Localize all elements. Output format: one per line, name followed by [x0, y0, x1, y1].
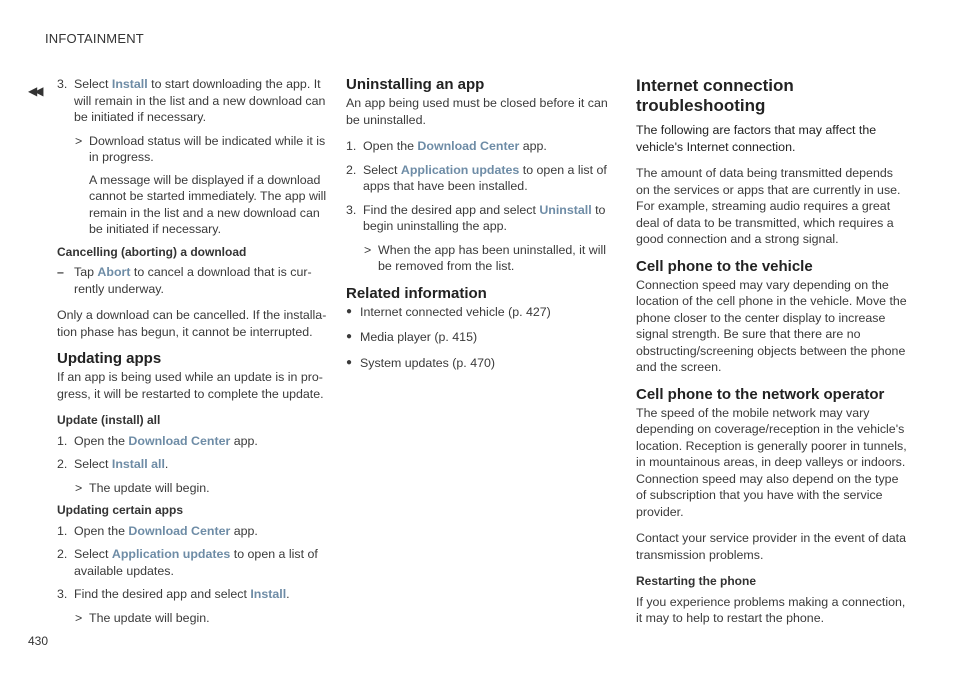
data-amount-paragraph: The amount of data being transmitted depends on the services or apps that are currently in use. For example, streaming audio requires a great deal of data to be transmitted, which requires a good connection and a strong signal.: [636, 166, 901, 246]
step-text: app.: [519, 139, 547, 153]
column-middle: [346, 76, 614, 380]
uninstall-paragraph: An app being used must be closed before it can be uninstalled.: [346, 96, 608, 127]
step-number: 1.: [57, 433, 68, 448]
cell-phone-vehicle-heading: Cell phone to the vehicle: [636, 257, 813, 275]
result-arrow-icon: >: [364, 242, 372, 257]
step-text: Find the desired app and select: [74, 587, 251, 601]
application-updates-keyword: Application updates: [111, 547, 231, 561]
step-text: Select: [74, 547, 112, 561]
update-all-heading: Update (install) all: [57, 413, 161, 427]
contact-provider-paragraph: Contact your service provider in the event of data transmission problems.: [636, 531, 906, 562]
related-information-heading: Related information: [346, 284, 487, 302]
related-link[interactable]: [346, 304, 614, 321]
item-text: to cancel a download that is cur-rently underway.: [74, 265, 312, 296]
step-result: [57, 480, 327, 497]
step-text: .: [164, 457, 169, 471]
step-text: Select: [363, 162, 401, 177]
cancel-item: [57, 264, 327, 297]
step-number: 2.: [57, 457, 68, 471]
step-note: A message will be displayed if a download cannot be started immediately. The app will remain in the list and a new download can be initiated if necessary.: [89, 172, 327, 236]
restart-phone-heading: Restarting the phone: [636, 574, 757, 588]
related-link-text[interactable]: Media player (p. 415): [360, 330, 478, 344]
step: [57, 456, 327, 473]
cancel-paragraph: Only a download can be cancelled. If the installa-tion phase has begun, it cannot be interrupted.: [57, 308, 327, 339]
step-number: 2.: [346, 162, 357, 177]
cell-phone-vehicle-paragraph: Connection speed may vary depending on the location of the cell phone in the vehicle. Move the phone closer to the center display to increase signal strength. Be sure that there are no obstructing/screening objects between the phone and the screen.: [636, 277, 907, 374]
result-text: When the app has been uninstalled, it will be removed from the list.: [378, 242, 606, 273]
section-title: Internet connection troubleshooting: [636, 76, 794, 115]
dash-icon: –: [57, 265, 64, 279]
step-number: 2.: [57, 547, 68, 561]
step: [57, 433, 327, 450]
result-text: The update will begin.: [89, 480, 210, 495]
step: [57, 586, 327, 603]
step-number: 3.: [346, 202, 357, 217]
related-link[interactable]: [346, 355, 614, 372]
bullet-icon: ●: [346, 356, 353, 368]
download-center-keyword: Download Center: [128, 433, 231, 448]
step-text: .: [286, 587, 290, 601]
step-number: 1.: [346, 139, 357, 153]
restart-phone-paragraph: If you experience problems making a connection, it may to help to restart the phone.: [636, 594, 906, 625]
uninstall-heading: Uninstalling an app: [346, 76, 485, 93]
column-right: [636, 76, 908, 637]
step-result: [57, 133, 327, 166]
step-number: 1.: [57, 523, 68, 538]
step-text: Open the: [74, 433, 129, 448]
download-center-keyword: Download Center: [417, 139, 520, 153]
step-text: Find the desired app and select: [363, 202, 540, 217]
bullet-icon: ●: [346, 305, 353, 317]
related-link-text[interactable]: System updates (p. 470): [360, 355, 495, 370]
result-arrow-icon: >: [75, 610, 83, 625]
related-link[interactable]: [346, 329, 614, 346]
related-link-text[interactable]: Internet connected vehicle (p. 427): [360, 304, 551, 319]
step-text: to open a list of apps that have been installed.: [363, 162, 607, 193]
download-center-keyword: Download Center: [128, 523, 231, 538]
step: [346, 162, 614, 195]
updating-apps-heading: Updating apps: [57, 350, 162, 367]
step-text: Select: [74, 77, 112, 91]
double-chevron-left-icon[interactable]: ◀◀: [28, 84, 41, 98]
result-arrow-icon: >: [75, 480, 83, 495]
section-lead: The following are factors that may affect the vehicle's Internet connection.: [636, 123, 877, 154]
step-text: app.: [230, 523, 258, 538]
cell-phone-network-paragraph: The speed of the mobile network may vary depending on coverage/reception in the vehicle's location. Reception is generally poorer in tunnels, in mountainous areas, in deep valleys or indoors. Connection speed may also depend on the type of subscription that you have with the service provider.: [636, 405, 907, 519]
result-arrow-icon: >: [75, 133, 83, 148]
step: [346, 202, 614, 235]
result-text: Download status will be indicated while it is in progress.: [89, 133, 326, 164]
install-keyword: Install: [111, 77, 148, 91]
cancel-heading: Cancelling (aborting) a download: [57, 244, 247, 259]
step: [346, 138, 614, 155]
abort-keyword: Abort: [97, 265, 131, 279]
step: [57, 523, 327, 540]
step-text: to open a list of available updates.: [74, 547, 318, 578]
step-text: Open the: [74, 523, 129, 538]
step-text: to start downloading the app. It will remain in the list and a new download can be initiated if necessary.: [74, 77, 326, 124]
step-text: app.: [230, 433, 258, 448]
item-text: Tap: [74, 265, 98, 279]
step-text: Select: [74, 457, 112, 471]
update-certain-heading: Updating certain apps: [57, 503, 184, 517]
step-result: [346, 242, 614, 275]
install-all-keyword: Install all: [111, 457, 165, 471]
step-result: [57, 610, 327, 627]
cell-phone-network-heading: Cell phone to the network operator: [636, 385, 885, 403]
page-header-title: INFOTAINMENT: [45, 31, 144, 46]
application-updates-keyword: Application updates: [400, 162, 520, 177]
column-left: [57, 76, 327, 632]
step-number: 3.: [57, 77, 68, 91]
uninstall-keyword: Uninstall: [539, 202, 592, 217]
step-install: [57, 76, 327, 126]
step-number: 3.: [57, 587, 68, 601]
step-text: Open the: [363, 139, 418, 153]
updating-apps-paragraph: If an app is being used while an update is in pro-gress, it will be restarted to complete the update.: [57, 370, 324, 401]
install-keyword: Install: [250, 587, 287, 601]
step-text: to begin uninstalling the app.: [363, 202, 606, 233]
step: [57, 546, 327, 579]
result-text: The update will begin.: [89, 610, 210, 625]
bullet-icon: ●: [346, 331, 353, 342]
page-number: 430: [28, 634, 49, 648]
